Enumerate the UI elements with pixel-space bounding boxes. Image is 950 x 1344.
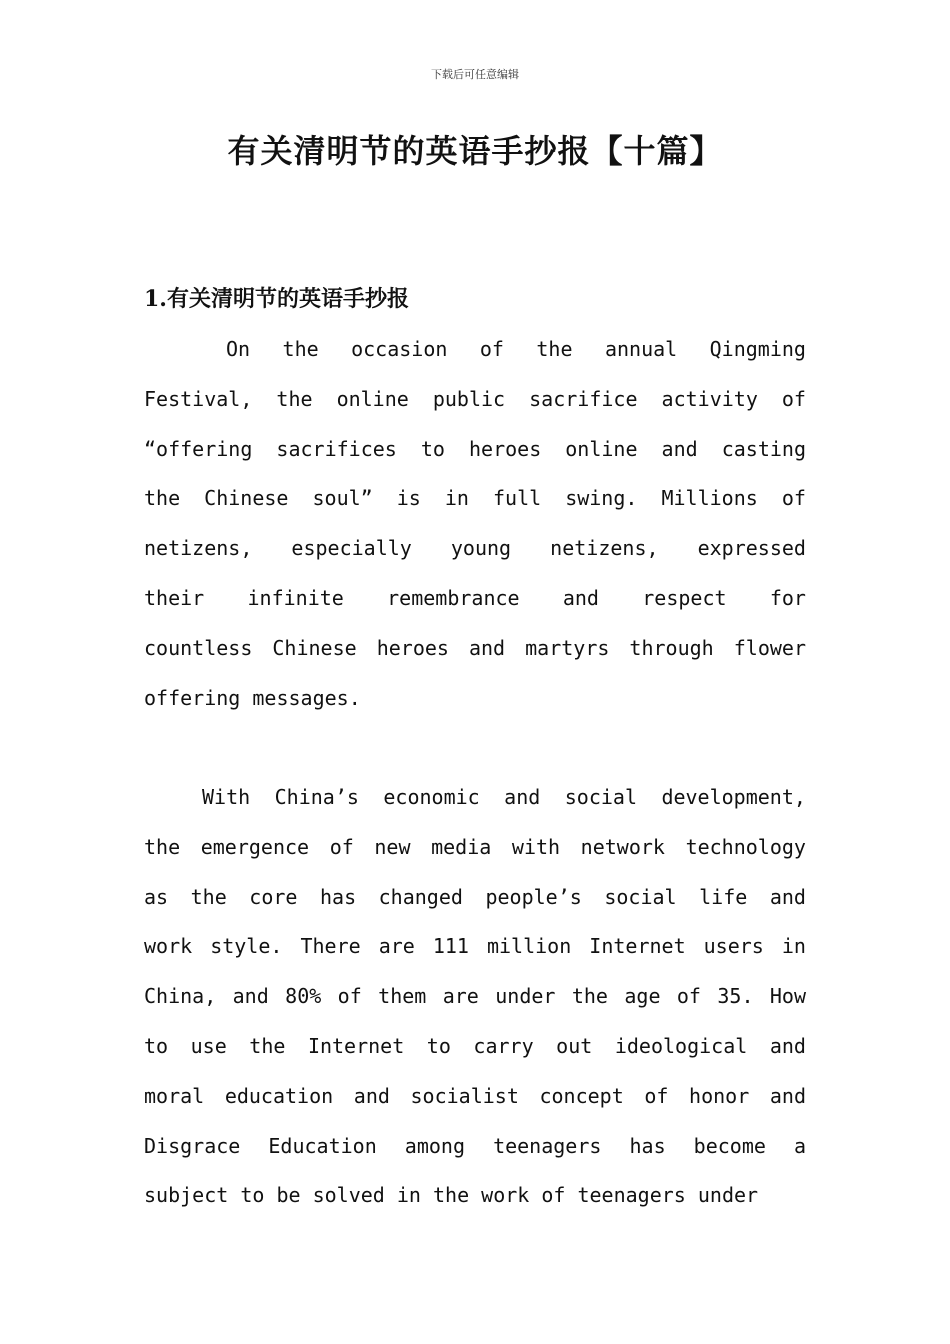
text-line: the Chinese soul” is in full swing. Millions of [144,486,806,511]
text-line: Festival, the online public sacrifice activity of [144,386,806,411]
text-line: their infinite remembrance and respect for [144,585,806,610]
text-line: work style. There are 111 million Internet users in [144,934,806,959]
document-title: 有关清明节的英语手抄报【十篇】 [227,132,723,170]
text-line: as the core has changed people’s social life and [144,884,806,909]
text-line: moral education and socialist concept of honor and [144,1083,806,1108]
section-heading: 1.有关清明节的英语手抄报 [144,286,409,312]
text-line: On the occasion of the annual Qingming [226,337,806,361]
text-line: countless Chinese heroes and martyrs through flower [144,635,806,660]
text-line: offering messages. [144,685,361,710]
text-line: the emergence of new media with network technology [144,834,806,859]
text-line: subject to be solved in the work of teenagers under [144,1183,759,1208]
text-line: China, and 80% of them are under the age of 35. How [144,984,806,1009]
text-line: “offering sacrifices to heroes online and casting [144,436,806,461]
text-line: to use the Internet to carry out ideological and [144,1033,806,1058]
paragraph-1 [144,325,806,723]
text-line: Disgrace Education among teenagers has become a [144,1133,806,1158]
text-line: With China’s economic and social development, [202,785,806,809]
header-note: 下载后可任意编辑 [431,68,519,81]
paragraph-2 [144,773,806,1221]
text-line: netizens, especially young netizens, expressed [144,536,806,561]
